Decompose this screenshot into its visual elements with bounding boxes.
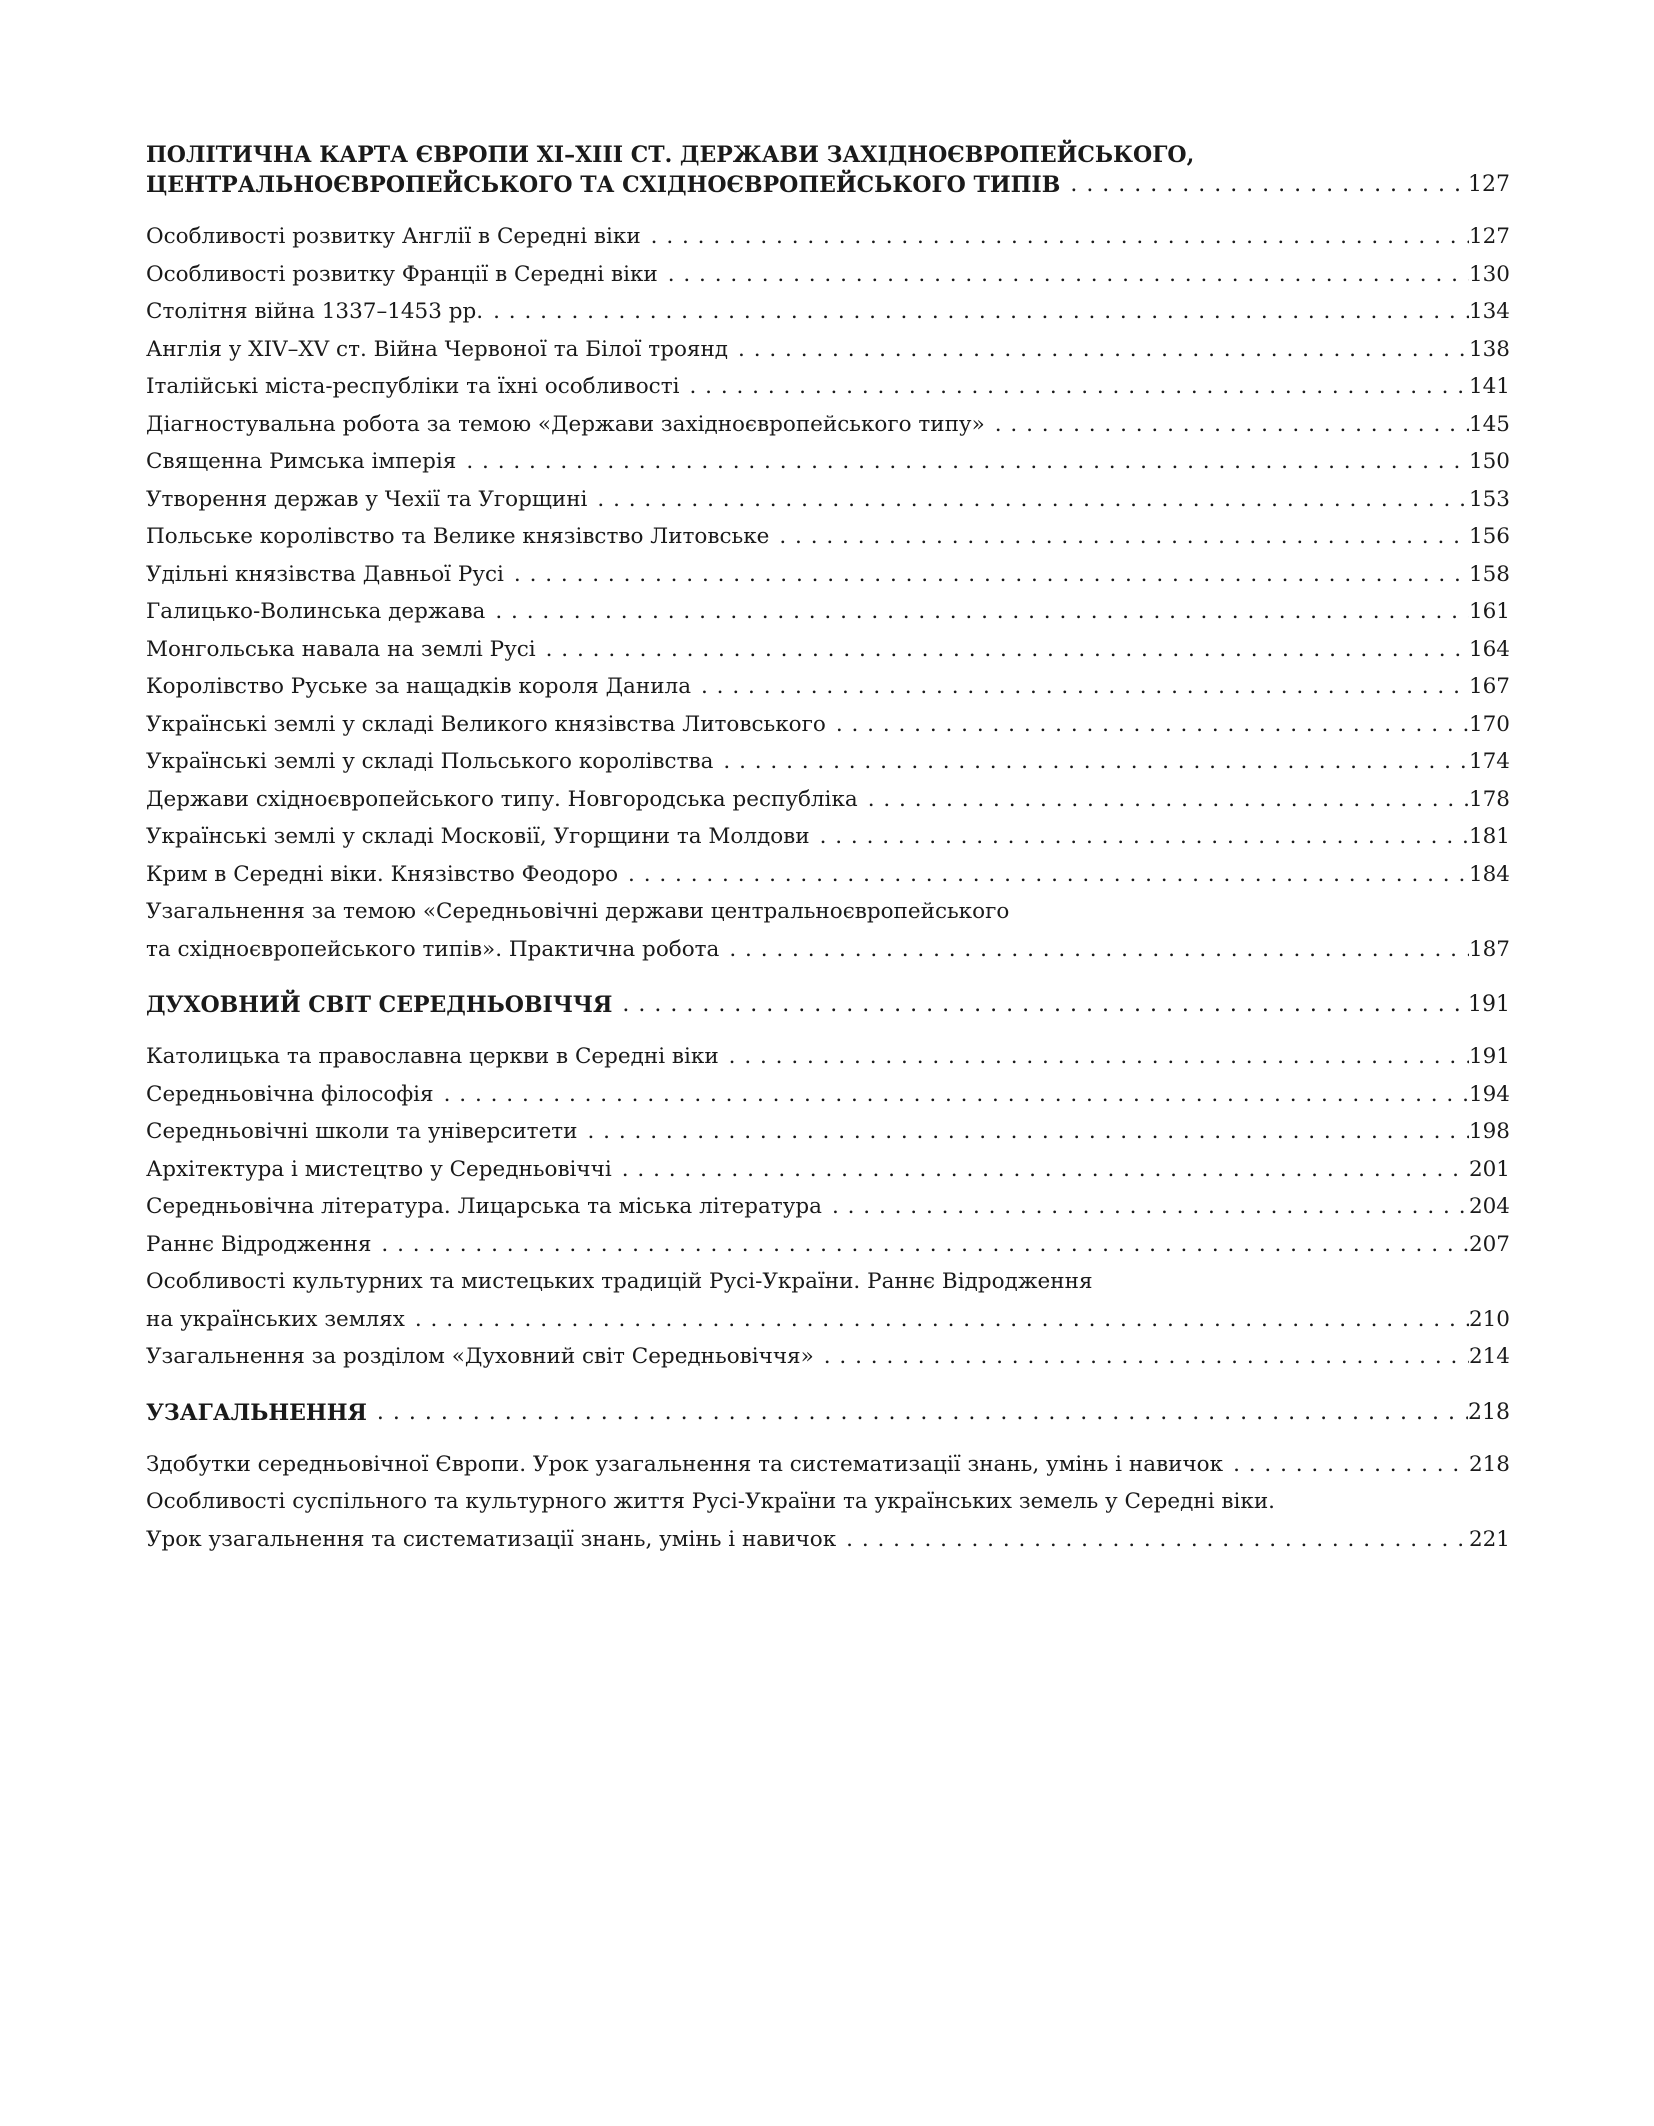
dot-leader	[728, 331, 1469, 369]
toc-entry-row	[146, 931, 1510, 969]
dot-leader	[713, 743, 1469, 781]
toc-entry-row	[146, 706, 1510, 744]
toc-entry-row	[146, 593, 1510, 631]
toc-entry-row	[146, 743, 1510, 781]
toc-label: Особливості розвитку Франції в Середні віки	[146, 261, 658, 287]
section-heading	[146, 1398, 1510, 1428]
toc-entry[interactable]	[146, 706, 1510, 744]
toc-entry-row	[146, 1188, 1510, 1226]
page-number: 181	[1468, 824, 1510, 849]
toc-label: Галицько-Волинська держава	[146, 599, 486, 624]
page-number: 153	[1468, 486, 1510, 512]
page-number: 127	[1468, 224, 1510, 249]
toc-entry[interactable]	[146, 1446, 1510, 1484]
dot-leader	[612, 1151, 1469, 1189]
toc-label: Утворення держав у Чехії та Угорщині	[146, 486, 588, 512]
toc-entry-line: Узагальнення за темою «Середньовічні держави центральноєвропейського	[146, 899, 1010, 924]
toc-label: Столітня війна 1337–1453 рр.	[146, 299, 484, 324]
page-number: 204	[1468, 1194, 1510, 1219]
toc-label: Українські землі у складі Великого князівства Литовського	[146, 711, 826, 737]
toc-entry-row	[146, 1076, 1510, 1114]
dot-leader	[769, 518, 1469, 556]
page-number: 218	[1468, 1451, 1510, 1477]
toc-label: Узагальнення за розділом «Духовний світ Середньовіччя»	[146, 1344, 814, 1369]
page-number: 198	[1468, 1119, 1510, 1144]
page-number: 164	[1468, 636, 1510, 662]
toc-label: Англія у XIV–XV ст. Війна Червоної та Білої троянд	[146, 336, 729, 362]
dot-leader	[618, 856, 1469, 894]
dot-leader	[836, 1521, 1469, 1559]
section-heading	[146, 990, 1510, 1020]
toc-label: Архітектура і мистецтво у Середньовіччі	[146, 1156, 612, 1182]
section-heading	[146, 140, 1510, 200]
toc-entry-row	[146, 293, 1510, 331]
page-number: 138	[1468, 336, 1510, 362]
dot-leader	[641, 218, 1469, 256]
dot-leader	[371, 1226, 1469, 1264]
toc-label: на українських землях	[146, 1306, 405, 1332]
page-number: 201	[1468, 1156, 1510, 1182]
toc-label: Середньовічна література. Лицарська та міська література	[146, 1194, 822, 1219]
page-number: 141	[1468, 374, 1510, 399]
page-number: 158	[1468, 561, 1510, 587]
page-number: 145	[1468, 411, 1510, 437]
dot-leader	[405, 1301, 1469, 1339]
dot-leader	[810, 818, 1469, 856]
table-of-contents	[146, 140, 1510, 1580]
toc-entry-row	[146, 1151, 1510, 1189]
page-number: 194	[1468, 1081, 1510, 1107]
toc-section	[146, 1398, 1510, 1559]
toc-entry[interactable]	[146, 1076, 1510, 1114]
page-number: 191	[1468, 992, 1510, 1017]
toc-label: Українські землі у складі Московії, Угорщини та Молдови	[146, 824, 810, 849]
toc-entry-row	[146, 481, 1510, 519]
toc-label: Італійські міста-республіки та їхні особливості	[146, 374, 680, 399]
dot-leader	[1060, 170, 1468, 200]
page-number: 210	[1468, 1306, 1510, 1332]
toc-entry-row	[146, 631, 1510, 669]
toc-label: Особливості розвитку Англії в Середні віки	[146, 224, 641, 249]
dot-leader	[485, 593, 1469, 631]
toc-entry[interactable]	[146, 593, 1510, 631]
page-number: 130	[1468, 261, 1510, 287]
toc-label: Польське королівство та Велике князівство Литовське	[146, 524, 770, 549]
toc-entry[interactable]	[146, 218, 1510, 256]
toc-entry-row	[146, 818, 1510, 856]
dot-leader	[483, 293, 1469, 331]
toc-entry-row	[146, 443, 1510, 481]
toc-label: Королівство Руське за нащадків короля Данила	[146, 674, 692, 699]
dot-leader	[985, 406, 1469, 444]
dot-leader	[719, 931, 1469, 969]
toc-entry-row	[146, 668, 1510, 706]
toc-entry[interactable]	[146, 1338, 1510, 1376]
dot-leader	[826, 706, 1469, 744]
page-number: 207	[1468, 1231, 1510, 1257]
dot-leader	[587, 481, 1469, 519]
toc-entry-row	[146, 1113, 1510, 1151]
dot-leader	[814, 1338, 1469, 1376]
toc-entry-row	[146, 1446, 1510, 1484]
toc-entry[interactable]	[146, 781, 1510, 819]
dot-leader	[504, 556, 1469, 594]
toc-entry-row	[146, 556, 1510, 594]
toc-entry-row	[146, 518, 1510, 556]
page-number: 167	[1468, 674, 1510, 699]
page-number: 221	[1468, 1526, 1510, 1552]
toc-entry[interactable]	[146, 331, 1510, 369]
toc-label: Здобутки середньовічної Європи. Урок узагальнення та систематизації знань, умінь і навичок	[146, 1451, 1224, 1477]
section-title-row	[146, 1398, 1510, 1428]
toc-entry-row	[146, 1301, 1510, 1339]
toc-entry[interactable]	[146, 556, 1510, 594]
toc-section	[146, 140, 1510, 968]
toc-entry-line: Особливості культурних та мистецьких традицій Русі-України. Раннє Відродження	[146, 1269, 1093, 1294]
page-number: 156	[1468, 524, 1510, 549]
toc-label: Середньовічні школи та університети	[146, 1119, 578, 1144]
dot-leader	[679, 368, 1468, 406]
page-number: 178	[1468, 786, 1510, 812]
page-number: 218	[1468, 1399, 1510, 1425]
toc-entry[interactable]	[146, 1188, 1510, 1226]
toc-entry-row	[146, 856, 1510, 894]
dot-leader	[578, 1113, 1469, 1151]
dot-leader	[367, 1398, 1468, 1428]
dot-leader	[719, 1038, 1469, 1076]
toc-entry[interactable]	[146, 631, 1510, 669]
toc-entry[interactable]	[146, 893, 1510, 968]
toc-entry[interactable]	[146, 856, 1510, 894]
dot-leader	[612, 990, 1468, 1020]
toc-entry[interactable]	[146, 1483, 1510, 1558]
toc-entry-row	[146, 256, 1510, 294]
toc-entry[interactable]	[146, 1226, 1510, 1264]
page-number: 187	[1468, 936, 1510, 962]
dot-leader	[1223, 1446, 1469, 1484]
page-number: 184	[1468, 861, 1510, 887]
dot-leader	[822, 1188, 1469, 1226]
toc-entry[interactable]	[146, 818, 1510, 856]
toc-label: Діагностувальна робота за темою «Держави західноєвропейського типу»	[146, 411, 985, 437]
dot-leader	[434, 1076, 1469, 1114]
section-title-row	[146, 170, 1510, 200]
toc-label: Католицька та православна церкви в Середні віки	[146, 1044, 719, 1069]
toc-label: Держави східноєвропейського типу. Новгородська республіка	[146, 786, 858, 812]
toc-label: ДУХОВНИЙ СВІТ СЕРЕДНЬОВІЧЧЯ	[146, 992, 613, 1018]
toc-entry-row	[146, 1338, 1510, 1376]
toc-entry-row	[146, 368, 1510, 406]
toc-entry[interactable]	[146, 1113, 1510, 1151]
dot-leader	[691, 668, 1469, 706]
toc-entry-row	[146, 1521, 1510, 1559]
toc-entry[interactable]	[146, 668, 1510, 706]
page-number: 127	[1468, 172, 1510, 197]
page-number: 174	[1468, 749, 1510, 774]
toc-label: Удільні князівства Давньої Русі	[146, 561, 504, 587]
toc-label: ЦЕНТРАЛЬНОЄВРОПЕЙСЬКОГО ТА СХІДНОЄВРОПЕЙСЬКОГО ТИПІВ	[146, 172, 1061, 198]
toc-entry[interactable]	[146, 1263, 1510, 1338]
toc-entry[interactable]	[146, 743, 1510, 781]
toc-entry-row	[146, 331, 1510, 369]
toc-entry[interactable]	[146, 481, 1510, 519]
section-title-line: ПОЛІТИЧНА КАРТА ЄВРОПИ XI–XIII СТ. ДЕРЖАВИ ЗАХІДНОЄВРОПЕЙСЬКОГО,	[146, 142, 1195, 168]
dot-leader	[456, 443, 1469, 481]
toc-entry[interactable]	[146, 443, 1510, 481]
toc-entry-row	[146, 406, 1510, 444]
toc-label: Урок узагальнення та систематизації знань, умінь і навичок	[146, 1526, 837, 1552]
toc-entry-row	[146, 1226, 1510, 1264]
toc-entry-row	[146, 218, 1510, 256]
page-number: 191	[1468, 1044, 1510, 1069]
toc-label: УЗАГАЛЬНЕННЯ	[146, 1399, 367, 1426]
page-number: 161	[1468, 599, 1510, 624]
toc-entry[interactable]	[146, 1151, 1510, 1189]
toc-label: Середньовічна філософія	[146, 1081, 434, 1107]
toc-entry-row	[146, 1038, 1510, 1076]
page-number: 170	[1468, 711, 1510, 737]
page-number: 150	[1468, 449, 1510, 474]
toc-label: Монгольська навала на землі Русі	[146, 636, 536, 662]
toc-section	[146, 990, 1510, 1376]
toc-label: та східноєвропейського типів». Практична робота	[146, 936, 720, 962]
toc-entry[interactable]	[146, 1038, 1510, 1076]
toc-entry-line: Особливості суспільного та культурного життя Русі-України та українських земель у Середні віки.	[146, 1489, 1275, 1514]
page-number: 214	[1468, 1344, 1510, 1369]
toc-label: Священна Римська імперія	[146, 449, 457, 474]
toc-label: Українські землі у складі Польського королівства	[146, 749, 714, 774]
toc-entry[interactable]	[146, 293, 1510, 331]
toc-label: Крим в Середні віки. Князівство Феодоро	[146, 861, 619, 887]
toc-entry[interactable]	[146, 406, 1510, 444]
toc-entry-row	[146, 781, 1510, 819]
toc-entry[interactable]	[146, 518, 1510, 556]
toc-label: Раннє Відродження	[146, 1231, 372, 1257]
dot-leader	[536, 631, 1469, 669]
section-title-row	[146, 990, 1510, 1020]
toc-entry[interactable]	[146, 256, 1510, 294]
page-number: 134	[1468, 299, 1510, 324]
dot-leader	[658, 256, 1469, 294]
dot-leader	[858, 781, 1469, 819]
toc-entry[interactable]	[146, 368, 1510, 406]
